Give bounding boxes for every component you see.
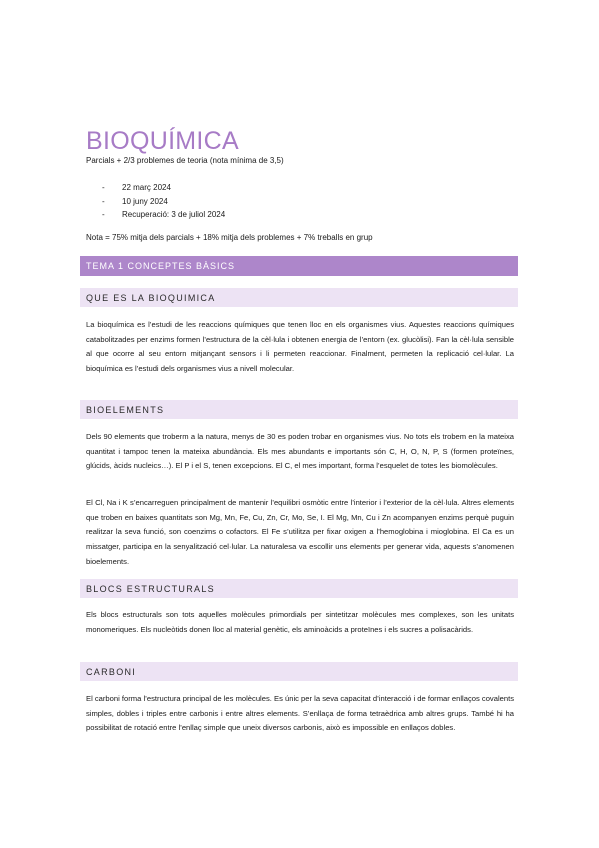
- tema-heading: TEMA 1 CONCEPTES BÀSICS: [80, 256, 518, 276]
- section-heading-bioelements: BIOELEMENTS: [80, 400, 518, 419]
- date-text: 10 juny 2024: [122, 196, 168, 206]
- section-heading-bioquimica: QUE ES LA BIOQUIMICA: [80, 288, 518, 307]
- document-title: BIOQUÍMICA: [86, 126, 240, 155]
- paragraph-bioelements-1: Dels 90 elements que troberm a la natura, menys de 30 es poden trobar en organismes vius. No tots els trobem en la mateixa quantitat i tampoc tenen la mateixa abundància. Els mes abundants e importants són C, H, O, N, P, S (formen proteïnes, glúcids, àcids nucleics…). El P i el S, tenen excepcions. El C, el mes important, forma l’esquelet de totes les biomolècules.: [86, 432, 514, 471]
- bullet-dash: -: [102, 196, 105, 206]
- date-text: 22 març 2024: [122, 183, 171, 192]
- section-heading-blocs: BLOCS ESTRUCTURALS: [80, 579, 518, 598]
- date-item: [102, 181, 225, 195]
- section-heading-carboni: CARBONI: [80, 662, 518, 681]
- grading-formula: Nota = 75% mitja dels parcials + 18% mitja dels problemes + 7% treballs en grup: [86, 233, 373, 242]
- course-intro: Parcials + 2/3 problemes de teoria (nota mínima de 3,5): [86, 156, 284, 165]
- paragraph-bioquimica: La bioquímica es l’estudi de les reaccions químiques que tenen lloc en els organismes vius. Aquestes reaccions químiques catabolitzades per enzims formen l’estructura de la cèl·lula i obtenen energia de l’entorn (ex. glucòlisi). Fan la cèl·lula sensible al que ocorre al seu entorn mitjançant sensors i li permeten reaccionar. Finalment, permeten la replicació cel·lular. La bioquímica es l’estudi dels organismes vius a nivell molecular.: [86, 320, 514, 374]
- date-text: Recuperació: 3 de juliol 2024: [122, 210, 226, 219]
- exam-dates-list: [102, 181, 225, 222]
- bullet-dash: -: [102, 210, 105, 219]
- paragraph-blocs: Els blocs estructurals son tots aquelles molècules primordials per sintetitzar molècules mes complexes, son les unitats monomeriques. Els nucleòtids donen lloc al material genètic, els aminoàcids a proteïnes i els sucres a polisacàrids.: [86, 610, 514, 634]
- date-item: [102, 195, 225, 209]
- paragraph-carboni: El carboni forma l’estructura principal de les molècules. Es únic per la seva capacitat d’interacció i de formar enllaços covalents simples, dobles i triples entre carbonis i entre altres elements. S’enllaça de forma tetraèdrica amb altres grups. També hi ha possibilitat de rotació entre l’enllaç simple que uneix diversos carbonis, això es impossible en enllaços dobles.: [86, 694, 514, 733]
- date-item: [102, 208, 225, 222]
- paragraph-bioelements-2: El Cl, Na i K s’encarreguen principalment de mantenir l’equilibri osmòtic entre l’interior i l’exterior de la cèl·lula. Altres elements que troben en baixes quantitats son Mg, Mn, Fe, Cu, Zn, Cr, Mo, Se, I. El Mg, Mn, Cu i Zn acompanyen enzims perquè puguin realitzar la seva funció, son coenzims o cofactors. El Fe s’utilitza per fixar oxigen a l’hemoglobina i mioglobina. El Ca es un missatger, participa en la senyalització cel·lular. La naturalesa va escollir uns elements per generar vida, aquests s’anomenen bioelements.: [86, 498, 514, 566]
- bullet-dash: -: [102, 183, 105, 192]
